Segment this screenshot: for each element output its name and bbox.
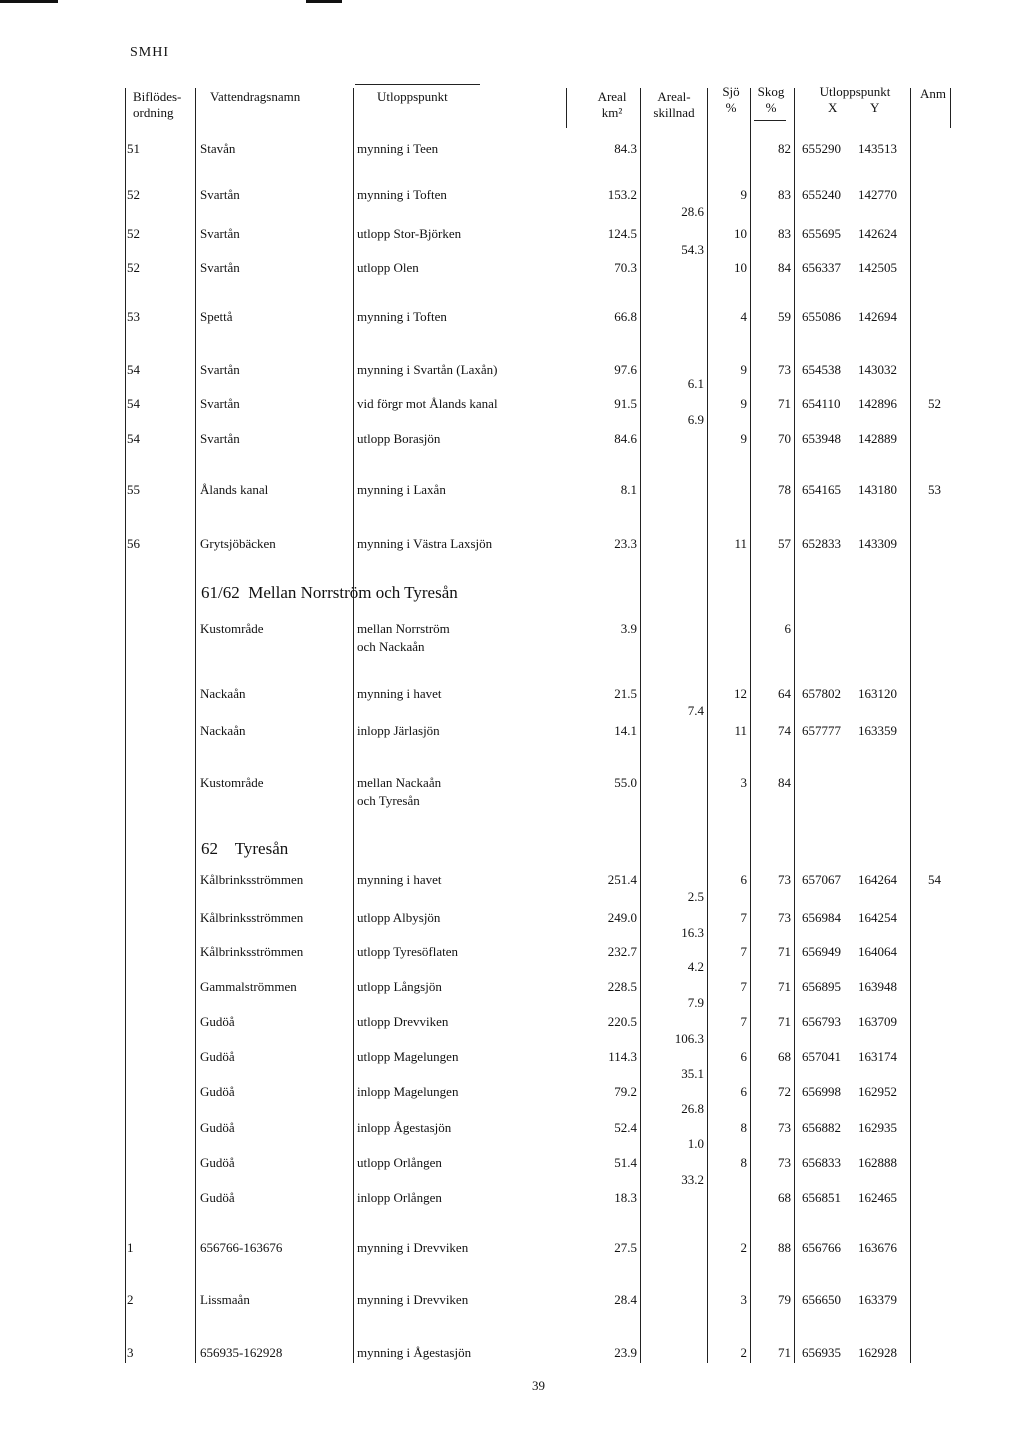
col-header-remarks: Anm bbox=[920, 86, 946, 101]
order-cell: 3 bbox=[127, 1345, 134, 1360]
area-diff-cell: 6.1 bbox=[687, 376, 704, 391]
forest-cell: 71 bbox=[778, 979, 791, 994]
col-line-1 bbox=[125, 88, 126, 1363]
forest-cell: 73 bbox=[778, 872, 791, 887]
lake-cell: 10 bbox=[734, 260, 747, 275]
name-cell: Kålbrinksströmmen bbox=[200, 910, 304, 925]
outlet-y-cell: 163120 bbox=[858, 686, 897, 701]
name-cell: Gudöå bbox=[200, 1190, 235, 1205]
point-cell: mynning i Västra Laxsjön bbox=[357, 536, 493, 551]
area-cell: 153.2 bbox=[607, 187, 637, 202]
point-cell: utlopp Albysjön bbox=[357, 910, 441, 925]
section-title-62: 62 Tyresån bbox=[201, 839, 289, 858]
area-diff-cell: 16.3 bbox=[681, 925, 704, 940]
order-cell: 54 bbox=[127, 396, 140, 411]
remark-cell: 54 bbox=[928, 872, 941, 887]
outlet-y-cell: 163174 bbox=[858, 1049, 897, 1064]
name-cell: Ålands kanal bbox=[200, 482, 269, 497]
name-cell: Gudöå bbox=[200, 1049, 235, 1064]
lake-cell: 4 bbox=[740, 309, 747, 324]
point-cell: inlopp Magelungen bbox=[357, 1084, 459, 1099]
outlet-x-cell: 653948 bbox=[802, 431, 841, 446]
order-cell: 54 bbox=[127, 362, 140, 377]
point-cell: mynning i Drevviken bbox=[357, 1240, 469, 1255]
name-cell: Lissmaån bbox=[200, 1292, 250, 1307]
forest-cell: 6 bbox=[784, 621, 791, 636]
area-cell: 18.3 bbox=[614, 1190, 637, 1205]
outlet-y-cell: 142624 bbox=[858, 226, 897, 241]
outlet-x-cell: 657802 bbox=[802, 686, 841, 701]
name-cell: Nackaån bbox=[200, 723, 246, 738]
point-cell: mynning i Laxån bbox=[357, 482, 446, 497]
lake-cell: 9 bbox=[740, 431, 747, 446]
point-cell: mellan Norrström bbox=[357, 621, 450, 636]
forest-cell: 64 bbox=[778, 686, 791, 701]
point-cell: utlopp Orlången bbox=[357, 1155, 442, 1170]
forest-cell: 73 bbox=[778, 362, 791, 377]
outlet-y-cell: 163379 bbox=[858, 1292, 897, 1307]
point-cell: utlopp Magelungen bbox=[357, 1049, 459, 1064]
outlet-y-cell: 164064 bbox=[858, 944, 897, 959]
col-line-2 bbox=[195, 88, 196, 1363]
outlet-y-cell: 143180 bbox=[858, 482, 897, 497]
forest-cell: 84 bbox=[778, 260, 791, 275]
outlet-y-cell: 164264 bbox=[858, 872, 897, 887]
outlet-x-cell: 654538 bbox=[802, 362, 841, 377]
outlet-y-cell: 142896 bbox=[858, 396, 897, 411]
lake-cell: 8 bbox=[740, 1120, 747, 1135]
outlet-x-cell: 656766 bbox=[802, 1240, 841, 1255]
point-cell: vid förgr mot Ålands kanal bbox=[357, 396, 498, 411]
lake-cell: 7 bbox=[740, 910, 747, 925]
outlet-y-cell: 162952 bbox=[858, 1084, 897, 1099]
lake-cell: 12 bbox=[734, 686, 747, 701]
remark-cell: 53 bbox=[928, 482, 941, 497]
lake-cell: 11 bbox=[734, 723, 747, 738]
order-cell: 52 bbox=[127, 260, 140, 275]
outlet-x-cell: 656984 bbox=[802, 910, 841, 925]
outlet-y-cell: 142505 bbox=[858, 260, 897, 275]
name-cell: Svartån bbox=[200, 396, 240, 411]
point-cell: utlopp Olen bbox=[357, 260, 419, 275]
col-line-8 bbox=[794, 88, 795, 1363]
name-cell: Kålbrinksströmmen bbox=[200, 872, 304, 887]
lake-cell: 8 bbox=[740, 1155, 747, 1170]
point-cell: mynning i Toften bbox=[357, 187, 447, 202]
point-cell: mellan Nackaån bbox=[357, 775, 442, 790]
point-cell-2: och Nackaån bbox=[357, 639, 425, 654]
forest-cell: 72 bbox=[778, 1084, 791, 1099]
area-cell: 232.7 bbox=[607, 944, 637, 959]
col-line-3 bbox=[353, 88, 354, 1363]
point-cell: mynning i Toften bbox=[357, 309, 447, 324]
order-cell: 53 bbox=[127, 309, 140, 324]
area-cell: 14.1 bbox=[614, 723, 637, 738]
lake-cell: 7 bbox=[740, 1014, 747, 1029]
name-cell: Nackaån bbox=[200, 686, 246, 701]
col-header-areadiff: Areal- skillnad bbox=[653, 89, 695, 120]
outlet-x-cell: 656949 bbox=[802, 944, 841, 959]
point-cell: utlopp Borasjön bbox=[357, 431, 441, 446]
area-cell: 21.5 bbox=[614, 686, 637, 701]
forest-cell: 73 bbox=[778, 910, 791, 925]
area-cell: 79.2 bbox=[614, 1084, 637, 1099]
area-cell: 97.6 bbox=[614, 362, 637, 377]
outlet-y-cell: 164254 bbox=[858, 910, 897, 925]
area-cell: 220.5 bbox=[607, 1014, 637, 1029]
lake-cell: 6 bbox=[740, 872, 747, 887]
forest-cell: 83 bbox=[778, 226, 791, 241]
outlet-y-cell: 163948 bbox=[858, 979, 897, 994]
remark-cell: 52 bbox=[928, 396, 941, 411]
name-cell: Svartån bbox=[200, 226, 240, 241]
area-diff-cell: 1.0 bbox=[687, 1136, 704, 1151]
area-cell: 23.9 bbox=[614, 1345, 637, 1360]
area-cell: 52.4 bbox=[614, 1120, 637, 1135]
col-header-lake: Sjö % bbox=[722, 84, 740, 115]
area-cell: 23.3 bbox=[614, 536, 637, 551]
forest-cell: 68 bbox=[778, 1049, 791, 1064]
name-cell: Gudöå bbox=[200, 1014, 235, 1029]
col-line-4 bbox=[566, 88, 567, 128]
order-cell: 52 bbox=[127, 226, 140, 241]
section-title-61-62: 61/62 Mellan Norrström och Tyresån bbox=[201, 583, 458, 602]
point-cell: inlopp Ågestasjön bbox=[357, 1120, 452, 1135]
point-cell: utlopp Tyresöflaten bbox=[357, 944, 459, 959]
point-cell: mynning i Teen bbox=[357, 141, 439, 156]
outlet-y-cell: 162888 bbox=[858, 1155, 897, 1170]
point-cell: inlopp Orlången bbox=[357, 1190, 442, 1205]
forest-cell: 70 bbox=[778, 431, 791, 446]
point-cell: mynning i Ågestasjön bbox=[357, 1345, 472, 1360]
area-cell: 91.5 bbox=[614, 396, 637, 411]
header-rule-forest bbox=[754, 120, 786, 121]
lake-cell: 6 bbox=[740, 1084, 747, 1099]
name-cell: Gudöå bbox=[200, 1155, 235, 1170]
area-cell: 28.4 bbox=[614, 1292, 637, 1307]
name-cell: Gammalströmmen bbox=[200, 979, 297, 994]
order-cell: 54 bbox=[127, 431, 140, 446]
outlet-x-cell: 655240 bbox=[802, 187, 841, 202]
outlet-x-cell: 657067 bbox=[802, 872, 841, 887]
forest-cell: 73 bbox=[778, 1120, 791, 1135]
outlet-y-cell: 142694 bbox=[858, 309, 897, 324]
forest-cell: 71 bbox=[778, 944, 791, 959]
outlet-y-cell: 163709 bbox=[858, 1014, 897, 1029]
area-cell: 70.3 bbox=[614, 260, 637, 275]
area-diff-cell: 6.9 bbox=[687, 412, 704, 427]
area-diff-cell: 33.2 bbox=[681, 1172, 704, 1187]
area-cell: 84.3 bbox=[614, 141, 637, 156]
lake-cell: 11 bbox=[734, 536, 747, 551]
col-line-10 bbox=[950, 88, 951, 128]
area-cell: 114.3 bbox=[608, 1049, 637, 1064]
forest-cell: 84 bbox=[778, 775, 791, 790]
point-cell: mynning i Drevviken bbox=[357, 1292, 469, 1307]
col-header-forest: Skog % bbox=[757, 84, 785, 115]
forest-cell: 88 bbox=[778, 1240, 791, 1255]
outlet-x-cell: 656650 bbox=[802, 1292, 841, 1307]
forest-cell: 71 bbox=[778, 1014, 791, 1029]
lake-cell: 3 bbox=[740, 775, 747, 790]
area-cell: 124.5 bbox=[607, 226, 637, 241]
area-diff-cell: 28.6 bbox=[681, 204, 704, 219]
header-rule-point bbox=[355, 84, 480, 85]
area-diff-cell: 4.2 bbox=[687, 959, 704, 974]
outlet-x-cell: 655290 bbox=[802, 141, 841, 156]
outlet-y-cell: 162465 bbox=[858, 1190, 897, 1205]
outlet-y-cell: 162935 bbox=[858, 1120, 897, 1135]
outlet-y-cell: 142889 bbox=[858, 431, 897, 446]
outlet-x-cell: 656935 bbox=[802, 1345, 841, 1360]
top-rule-left bbox=[0, 0, 58, 3]
outlet-x-cell: 652833 bbox=[802, 536, 841, 551]
page-number: 39 bbox=[532, 1378, 545, 1393]
outlet-x-cell: 654110 bbox=[802, 396, 841, 411]
outlet-x-cell: 657777 bbox=[802, 723, 841, 738]
name-cell: Kustområde bbox=[200, 775, 264, 790]
forest-cell: 68 bbox=[778, 1190, 791, 1205]
lake-cell: 2 bbox=[740, 1345, 747, 1360]
point-cell: inlopp Järlasjön bbox=[357, 723, 440, 738]
name-cell: Kålbrinksströmmen bbox=[200, 944, 304, 959]
col-line-9 bbox=[910, 88, 911, 1363]
point-cell: mynning i havet bbox=[357, 686, 442, 701]
outlet-y-cell: 163359 bbox=[858, 723, 897, 738]
col-header-name: Vattendragsnamn bbox=[210, 89, 301, 104]
point-cell-2: och Tyresån bbox=[357, 793, 420, 808]
area-diff-cell: 106.3 bbox=[674, 1031, 704, 1046]
point-cell: mynning i Svartån (Laxån) bbox=[357, 362, 498, 377]
area-cell: 27.5 bbox=[614, 1240, 637, 1255]
area-diff-cell: 26.8 bbox=[681, 1101, 704, 1116]
area-diff-cell: 35.1 bbox=[681, 1066, 704, 1081]
area-cell: 251.4 bbox=[607, 872, 637, 887]
area-cell: 84.6 bbox=[614, 431, 637, 446]
area-cell: 228.5 bbox=[607, 979, 637, 994]
outlet-x-cell: 656833 bbox=[802, 1155, 841, 1170]
order-cell: 56 bbox=[127, 536, 140, 551]
outlet-x-cell: 655086 bbox=[802, 309, 841, 324]
outlet-y-cell: 143309 bbox=[858, 536, 897, 551]
outlet-y-cell: 143032 bbox=[858, 362, 897, 377]
forest-cell: 71 bbox=[778, 1345, 791, 1360]
point-cell: utlopp Stor-Björken bbox=[357, 226, 462, 241]
point-cell: utlopp Långsjön bbox=[357, 979, 442, 994]
area-cell: 51.4 bbox=[614, 1155, 637, 1170]
forest-cell: 71 bbox=[778, 396, 791, 411]
col-header-outlet-xy: Utloppspunkt X Y bbox=[819, 84, 891, 115]
outlet-x-cell: 655695 bbox=[802, 226, 841, 241]
area-diff-cell: 2.5 bbox=[687, 889, 704, 904]
order-cell: 51 bbox=[127, 141, 140, 156]
area-cell: 55.0 bbox=[614, 775, 637, 790]
name-cell: Svartån bbox=[200, 431, 240, 446]
area-diff-cell: 54.3 bbox=[681, 242, 704, 257]
outlet-y-cell: 162928 bbox=[858, 1345, 897, 1360]
name-cell: Gudöå bbox=[200, 1084, 235, 1099]
name-cell: Svartån bbox=[200, 187, 240, 202]
outlet-x-cell: 656793 bbox=[802, 1014, 841, 1029]
outlet-x-cell: 654165 bbox=[802, 482, 841, 497]
col-line-7 bbox=[750, 88, 751, 1363]
point-cell: utlopp Drevviken bbox=[357, 1014, 449, 1029]
order-cell: 2 bbox=[127, 1292, 134, 1307]
lake-cell: 6 bbox=[740, 1049, 747, 1064]
outlet-x-cell: 656895 bbox=[802, 979, 841, 994]
lake-cell: 10 bbox=[734, 226, 747, 241]
name-cell: Stavån bbox=[200, 141, 236, 156]
col-header-order: Biflödes- ordning bbox=[133, 89, 182, 120]
lake-cell: 7 bbox=[740, 944, 747, 959]
area-cell: 66.8 bbox=[614, 309, 637, 324]
forest-cell: 73 bbox=[778, 1155, 791, 1170]
forest-cell: 57 bbox=[778, 536, 791, 551]
name-cell: Svartån bbox=[200, 260, 240, 275]
top-rule-right bbox=[306, 0, 342, 3]
lake-cell: 3 bbox=[740, 1292, 747, 1307]
area-diff-cell: 7.9 bbox=[687, 995, 704, 1010]
forest-cell: 74 bbox=[778, 723, 791, 738]
name-cell: Spettå bbox=[200, 309, 233, 324]
order-cell: 52 bbox=[127, 187, 140, 202]
outlet-x-cell: 656337 bbox=[802, 260, 841, 275]
outlet-y-cell: 163676 bbox=[858, 1240, 897, 1255]
outlet-x-cell: 656998 bbox=[802, 1084, 841, 1099]
col-header-area: Areal km² bbox=[597, 89, 627, 120]
forest-cell: 78 bbox=[778, 482, 791, 497]
lake-cell: 9 bbox=[740, 396, 747, 411]
name-cell: Svartån bbox=[200, 362, 240, 377]
col-header-point: Utloppspunkt bbox=[377, 89, 448, 104]
name-cell: Kustområde bbox=[200, 621, 264, 636]
name-cell: Gudöå bbox=[200, 1120, 235, 1135]
outlet-x-cell: 656851 bbox=[802, 1190, 841, 1205]
lake-cell: 9 bbox=[740, 362, 747, 377]
outlet-x-cell: 656882 bbox=[802, 1120, 841, 1135]
page-header: SMHI bbox=[130, 45, 170, 60]
outlet-x-cell: 657041 bbox=[802, 1049, 841, 1064]
col-line-6 bbox=[707, 88, 708, 1363]
area-cell: 249.0 bbox=[607, 910, 637, 925]
outlet-y-cell: 143513 bbox=[858, 141, 897, 156]
order-cell: 55 bbox=[127, 482, 140, 497]
forest-cell: 82 bbox=[778, 141, 791, 156]
name-cell: 656935-162928 bbox=[200, 1345, 283, 1360]
area-diff-cell: 7.4 bbox=[687, 703, 704, 718]
point-cell: mynning i havet bbox=[357, 872, 442, 887]
area-cell: 8.1 bbox=[620, 482, 637, 497]
forest-cell: 79 bbox=[778, 1292, 791, 1307]
forest-cell: 59 bbox=[778, 309, 791, 324]
order-cell: 1 bbox=[127, 1240, 134, 1255]
forest-cell: 83 bbox=[778, 187, 791, 202]
col-line-5 bbox=[640, 88, 641, 1363]
area-cell: 3.9 bbox=[620, 621, 637, 636]
name-cell: 656766-163676 bbox=[200, 1240, 283, 1255]
outlet-y-cell: 142770 bbox=[858, 187, 897, 202]
lake-cell: 2 bbox=[740, 1240, 747, 1255]
name-cell: Grytsjöbäcken bbox=[200, 536, 276, 551]
lake-cell: 7 bbox=[740, 979, 747, 994]
lake-cell: 9 bbox=[740, 187, 747, 202]
